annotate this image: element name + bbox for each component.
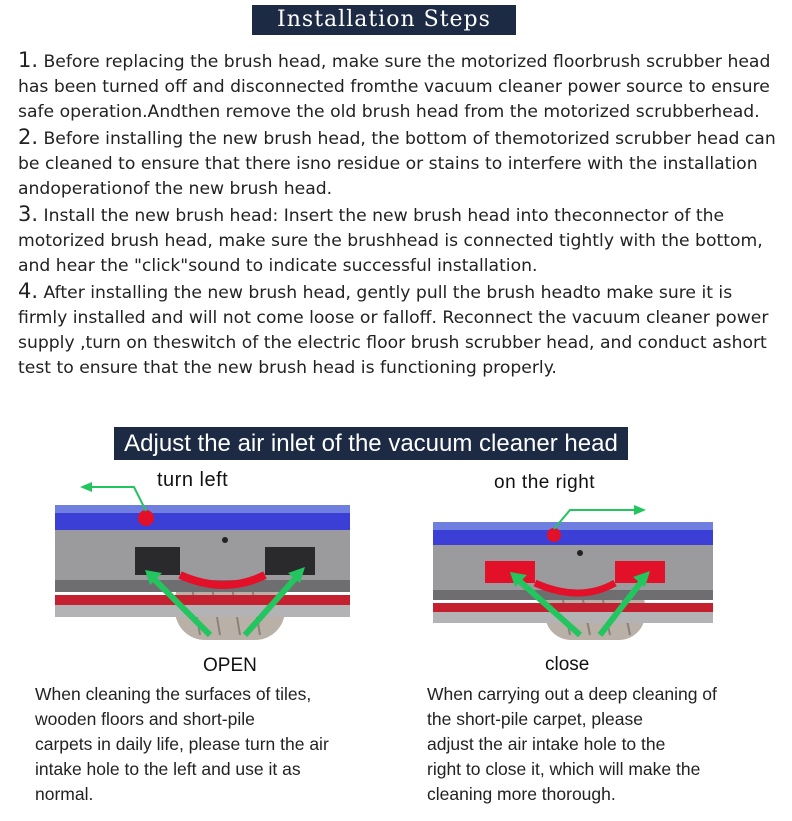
red-marker (547, 528, 561, 542)
installation-steps (18, 48, 786, 381)
step-1 (18, 48, 786, 125)
step-text: Before installing the new brush head, the bottom of themotorized scrubber head can be cleaned to ensure that there isno residue or stains to interfere with the installation andoperationof the new brush head. (18, 129, 776, 199)
right-description-line: cleaning more thorough. (427, 784, 616, 804)
left-description-line: When cleaning the surfaces of tiles, (35, 684, 312, 704)
brush-head-close-diagram (430, 495, 720, 650)
step-text: After installing the new brush head, gently pull the brush headto make sure it is firmly installed and will not come loose or falloff. Reconnect the vacuum cleaner power supply ,turn on theswitch of the electric floor brush scrubber head, and conduct ashort test to ensure that the new brush head is functioning properly. (18, 283, 769, 378)
step-2 (18, 125, 786, 202)
right-description-line: When carrying out a deep cleaning of (427, 684, 717, 704)
head-body (433, 545, 713, 597)
left-description-line: carpets in daily life, please turn the air (35, 734, 329, 754)
step-number: 1. (18, 48, 39, 72)
brush-head-open-diagram (50, 475, 360, 655)
close-label: close (545, 654, 590, 675)
step-text: Before replacing the brush head, make sure the motorized floorbrush scrubber head has been turned off and disconnected fromthe vacuum cleaner power source to ensure safe operation.Andthen remove the old brush head from the motorized scrubberhead. (18, 52, 771, 122)
red-marker (138, 510, 154, 526)
step-number: 2. (18, 125, 39, 149)
step-text: Install the new brush head: Insert the new brush head into theconnector of the motorized brush head, make sure the brushhead is connected tightly with the bottom, and hear the "click"sound to indicate successful installation. (18, 206, 763, 276)
page-title: Installation Steps (252, 5, 516, 35)
step-number: 4. (18, 279, 39, 303)
step-3 (18, 202, 786, 279)
right-description (427, 682, 717, 807)
section-title: Adjust the air inlet of the vacuum cleaner head (114, 427, 628, 460)
step-4 (18, 279, 786, 381)
right-description-line: right to close it, which will make the (427, 759, 701, 779)
brush-strip (55, 510, 350, 532)
open-label: OPEN (203, 655, 257, 676)
left-description-line: normal. (35, 784, 94, 804)
left-description-line: intake hole to the left and use it as (35, 759, 301, 779)
right-description-line: the short-pile carpet, please (427, 709, 643, 729)
right-description-line: adjust the air intake hole to the (427, 734, 666, 754)
left-description (35, 682, 329, 807)
turn-left-label: turn left (157, 469, 229, 491)
left-description-line: wooden floors and short-pile (35, 709, 255, 729)
on-the-right-label: on the right (494, 472, 596, 493)
step-number: 3. (18, 202, 39, 226)
